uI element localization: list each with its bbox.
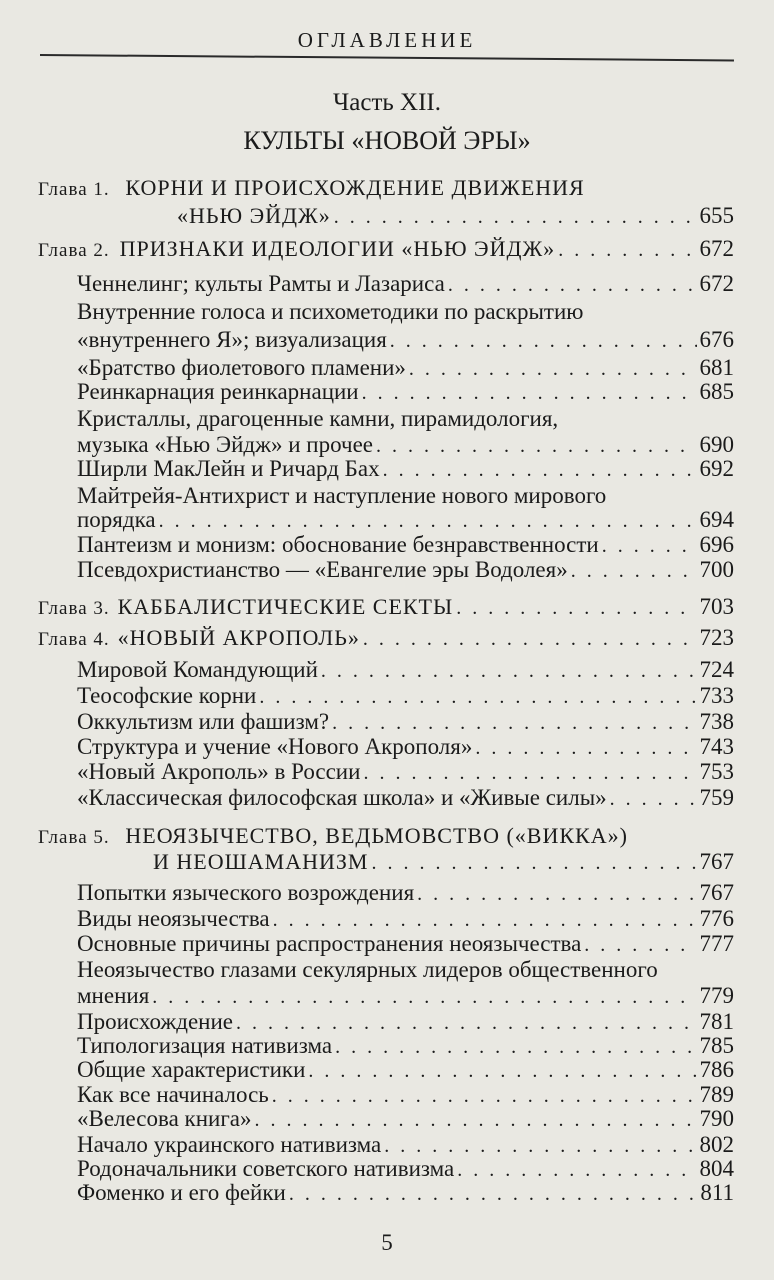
part-title: КУЛЬТЫ «НОВОЙ ЭРЫ» (243, 126, 531, 155)
chapter-title-cont: «НЬЮ ЭЙДЖ» (177, 203, 331, 228)
toc-entry[interactable] (77, 556, 734, 585)
chapter-title: ПРИЗНАКИ ИДЕОЛОГИИ «НЬЮ ЭЙДЖ» (119, 236, 556, 261)
leader-dots (259, 683, 696, 711)
header-rule (40, 54, 734, 61)
section-title: Пантеизм и монизм: обоснование безнравственности (77, 532, 599, 557)
page-ref: 694 (699, 507, 734, 532)
page-ref: 781 (699, 1009, 734, 1034)
section-title: Реинкарнация реинкарнации (77, 379, 359, 404)
toc-entry[interactable] (77, 270, 734, 299)
section-title: Кристаллы, драгоценные камни, пирамидология, (77, 406, 559, 431)
leader-dots (362, 379, 697, 407)
section-title: Фоменко и его фейки (77, 1180, 286, 1205)
chapter-label: Глава 1. (38, 179, 110, 200)
section-title: Майтрейя-Антихрист и наступление нового мирового (77, 483, 607, 508)
page-ref: 681 (699, 355, 734, 380)
section-title: Типологизация нативизма (77, 1033, 333, 1058)
page-ref: 789 (699, 1082, 734, 1107)
section-title: порядка (77, 507, 156, 532)
leader-dots (363, 625, 697, 653)
part-label: Часть XII. (333, 89, 441, 116)
leader-dots (363, 759, 696, 787)
section-title: Оккультизм или фашизм? (77, 709, 330, 734)
page-ref: 733 (699, 683, 734, 708)
page-ref: 738 (699, 709, 734, 734)
page-ref: 790 (699, 1106, 734, 1131)
page-ref: 685 (699, 379, 734, 404)
page-ref: 672 (699, 271, 734, 296)
chapter-label: Глава 2. (38, 240, 110, 261)
toc-entry[interactable] (77, 784, 734, 813)
section-title: «Велесова книга» (77, 1106, 252, 1131)
section-title: Неоязычество глазами секулярных лидеров общественного (77, 957, 658, 982)
toc-entry[interactable] (77, 326, 734, 355)
leader-dots (558, 236, 696, 264)
page-ref: 672 (699, 236, 734, 261)
page-ref: 811 (700, 1180, 734, 1205)
leader-dots (289, 1180, 697, 1208)
section-title: Ширли МакЛейн и Ричард Бах (77, 456, 380, 481)
page-number: 5 (381, 1230, 393, 1255)
toc-entry[interactable] (153, 848, 734, 877)
page-ref: 696 (699, 532, 734, 557)
leader-dots (417, 880, 696, 908)
section-title: Теософские корни (77, 683, 257, 708)
toc-entry[interactable] (77, 758, 734, 787)
chapter-5-heading (38, 822, 628, 850)
chapter-title: «НОВЫЙ АКРОПОЛЬ» (117, 625, 360, 650)
chapter-title: КОРНИ И ПРОИСХОЖДЕНИЕ ДВИЖЕНИЯ (125, 175, 585, 200)
page-ref: 703 (699, 594, 734, 619)
page-ref: 692 (699, 456, 734, 481)
section-title: Общие характеристики (77, 1057, 306, 1082)
toc-entry[interactable] (77, 1179, 734, 1208)
toc-entry[interactable] (38, 235, 734, 265)
section-title: Псевдохристианство — «Евангелие эры Водолея» (77, 557, 568, 582)
leader-dots (456, 594, 696, 622)
toc-entry[interactable] (77, 982, 734, 1011)
leader-dots (390, 327, 697, 355)
page-ref: 724 (699, 657, 734, 682)
leader-dots (584, 931, 696, 959)
page-ref: 785 (699, 1033, 734, 1058)
chapter-label: Глава 4. (38, 629, 110, 650)
page-ref: 767 (699, 880, 734, 905)
page-ref: 723 (699, 625, 734, 650)
toc-entry[interactable] (177, 202, 734, 231)
page-ref: 767 (699, 849, 734, 874)
toc-entry[interactable] (77, 682, 734, 711)
leader-dots (152, 983, 696, 1011)
page-ref: 776 (699, 906, 734, 931)
page-ref: 804 (699, 1156, 734, 1181)
page-ref: 700 (699, 557, 734, 582)
toc-entry[interactable] (77, 455, 734, 484)
page-ref: 786 (699, 1057, 734, 1082)
running-head: ОГЛАВЛЕНИЕ (297, 28, 477, 52)
chapter-title-cont: И НЕОШАМАНИЗМ (153, 849, 369, 874)
leader-dots (254, 1106, 696, 1134)
toc-entry[interactable] (77, 656, 734, 685)
toc-entry[interactable] (77, 378, 734, 407)
section-title: «Новый Акрополь» в России (77, 759, 361, 784)
chapter-1-heading (38, 174, 585, 202)
page-ref: 655 (699, 203, 734, 228)
section-title: мнения (77, 983, 150, 1008)
section-title: «внутреннего Я»; визуализация (77, 327, 387, 352)
page-ref: 676 (699, 327, 734, 352)
page-ref: 759 (699, 785, 734, 810)
section-title: музыка «Нью Эйдж» и прочее (77, 432, 374, 457)
section-title: Внутренние голоса и психометодики по раскрытию (77, 299, 584, 324)
page-ref: 802 (699, 1132, 734, 1157)
page-ref: 753 (699, 759, 734, 784)
toc-entry[interactable] (77, 879, 734, 908)
leader-dots (448, 271, 697, 299)
toc-entry[interactable] (38, 624, 734, 654)
toc-entry[interactable] (77, 930, 734, 959)
chapter-title: КАББАЛИСТИЧЕСКИЕ СЕКТЫ (117, 594, 454, 619)
section-title: «Классическая философская школа» и «Живые силы» (77, 785, 607, 810)
section-title: Мировой Командующий (77, 657, 318, 682)
section-title: Ченнелинг; культы Рамты и Лазариса (77, 271, 445, 296)
section-title: Родоначальники советского нативизма (77, 1156, 455, 1181)
leader-dots (571, 557, 697, 585)
page-ref: 690 (699, 432, 734, 457)
page-ref: 743 (699, 734, 734, 759)
section-title: Виды неоязычества (77, 906, 270, 931)
section-title: Основные причины распространения неоязычества (77, 931, 582, 956)
section-title: Происхождение (77, 1009, 234, 1034)
leader-dots (372, 849, 697, 877)
chapter-title: НЕОЯЗЫЧЕСТВО, ВЕДЬМОВСТВО («ВИККА») (125, 823, 628, 848)
section-title: Начало украинского нативизма (77, 1132, 382, 1157)
toc-entry[interactable] (77, 1105, 734, 1134)
leader-dots (321, 657, 697, 685)
chapter-label: Глава 3. (38, 598, 110, 619)
section-title: «Братство фиолетового пламени» (77, 355, 406, 380)
page-ref: 779 (699, 983, 734, 1008)
chapter-label: Глава 5. (38, 827, 110, 848)
leader-dots (334, 203, 697, 231)
section-title: Попытки языческого возрождения (77, 880, 415, 905)
leader-dots (383, 456, 697, 484)
page-ref: 777 (699, 931, 734, 956)
toc-entry[interactable] (38, 593, 734, 623)
section-title: Структура и учение «Нового Акрополя» (77, 734, 473, 759)
section-title: Как все начиналось (77, 1082, 269, 1107)
leader-dots (610, 785, 697, 813)
